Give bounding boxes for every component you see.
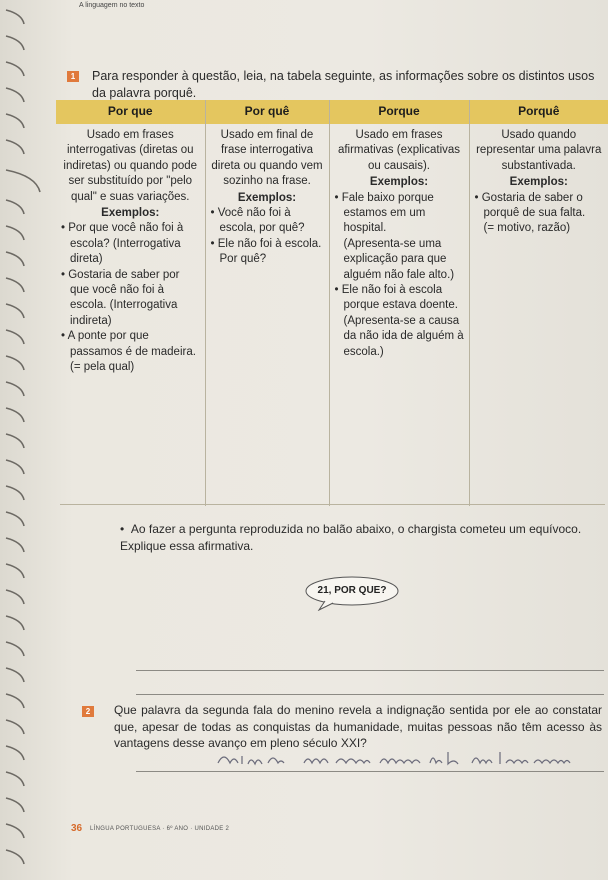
col1-example-3: • A ponte por que passamos é de madeira. [61, 330, 196, 358]
balloon-text: 21, POR QUE? [317, 585, 387, 596]
col1-example-2: • Gostaria de saber por que você não foi à escola. (Interrogativa indireta) [61, 268, 180, 327]
question-1-intro: Para responder à questão, leia, na tabela seguinte, as informações sobre os distintos usos da palavra porquê. [92, 69, 595, 100]
page-number: 36 [71, 823, 83, 834]
col4-example-1: • Gostaria de saber o porquê de sua falta. [474, 191, 586, 220]
cell-porque-substantivo [469, 124, 608, 506]
question-2-number: 2 [82, 706, 94, 717]
handwritten-answer [216, 748, 576, 770]
column-header-porque: Porque [329, 100, 469, 124]
question-2-text: Que palavra da segunda fala do menino revela a indignação sentida por ele ao constatar que, apesar de todas as conquistas da humanidade, muitas pessoas não têm acesso às vantagens desse avanço em pleno século XXI? [114, 703, 602, 750]
col4-examples-label: Exemplos: [509, 176, 568, 189]
usos-porque-table [56, 100, 608, 506]
col4-description: Usado quando representar uma palavra substantivada. [476, 129, 602, 172]
col3-examples-label: Exemplos: [369, 176, 429, 189]
subquestion-text: • Ao fazer a pergunta reproduzida no balão abaixo, o chargista cometeu um equívoco. Explique essa afirmativa. [120, 522, 582, 553]
col3-description: Usado em frases afirmativas (explicativas ou causais). [337, 129, 461, 172]
col4-note: (= motivo, razão) [483, 222, 571, 235]
column-header-porque-substantivo: Porquê [469, 100, 608, 124]
col1-description: Usado em frases interrogativas (diretas ou indiretas) ou quando pode ser substituído por "pelo qual" e suas variações. [63, 129, 198, 203]
col1-note: (= pela qual) [70, 361, 135, 374]
col1-examples-label: Exemplos: [101, 207, 160, 220]
page-header: A linguagem no texto [79, 2, 145, 9]
column-header-por-que: Por que [56, 100, 205, 124]
column-header-por-que-acento: Por quê [205, 100, 329, 124]
cell-porque [329, 124, 469, 506]
col1-example-1: • Por que você não foi à escola? (Interrogativa direta) [61, 222, 184, 266]
answer-line-2[interactable] [136, 694, 604, 695]
footer-text: LÍNGUA PORTUGUESA · 6º ANO · UNIDADE 2 [90, 826, 230, 832]
answer-line-1[interactable] [136, 670, 604, 671]
col2-examples-label: Exemplos: [237, 191, 297, 204]
col2-description: Usado em final de frase interrogativa direta ou quando vem sozinho na frase. [211, 129, 323, 188]
col3-example-1: • Fale baixo porque estamos em um hospital. [334, 191, 434, 235]
col3-note-2: (Apresenta-se a causa da não ida de alguém à escola.) [343, 314, 464, 358]
col3-note-1: (Apresenta-se uma explicação para que alguém não fale alto.) [343, 237, 455, 281]
table-bottom-divider [60, 504, 605, 505]
col2-example-1: • Você não foi à escola, por quê? [210, 207, 305, 235]
cell-por-que [56, 124, 205, 506]
spiral-binding [0, 0, 50, 880]
question-1-number: 1 [67, 71, 79, 82]
answer-line-3[interactable] [136, 771, 604, 772]
cell-por-que-acento [205, 124, 329, 506]
col2-example-2: • Ele não foi à escola. Por quê? [210, 237, 322, 266]
col3-example-2: • Ele não foi à escola porque estava doente. [334, 284, 458, 312]
